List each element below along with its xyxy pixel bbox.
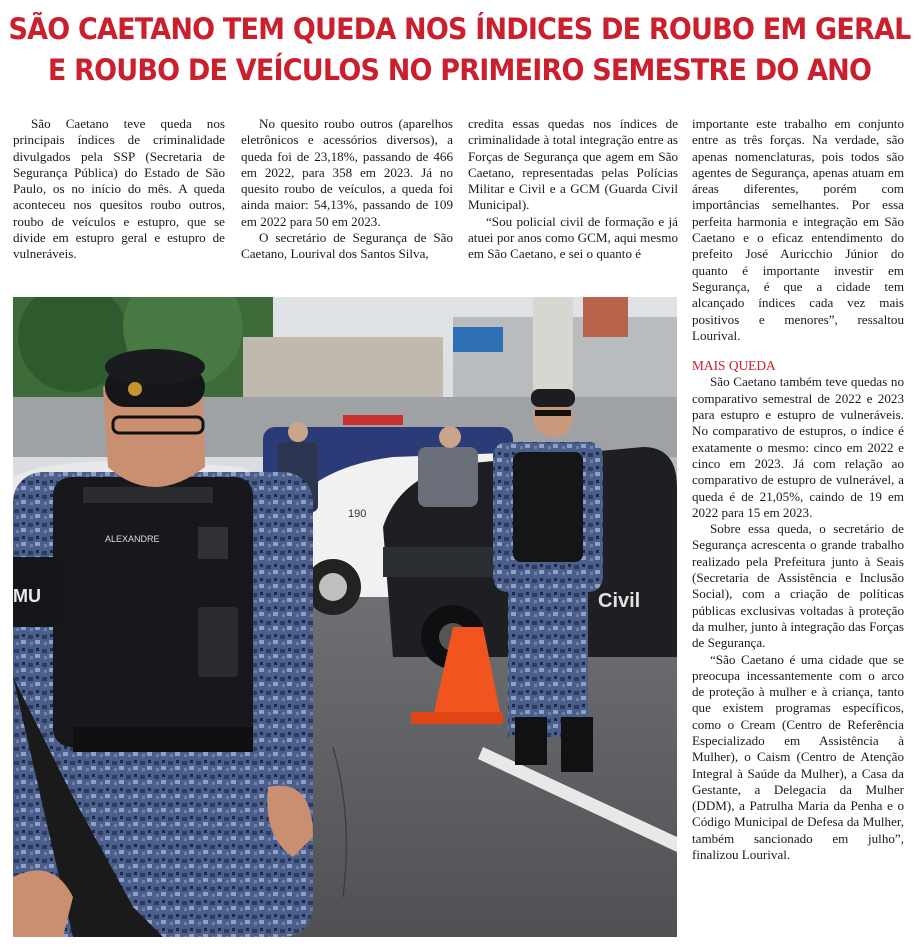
paragraph: No quesito roubo outros (aparelhos eletrônicos e acessórios diversos), a queda foi de 23,18%, passando de 466 em 2022, para 358 em 2023. Já no quesito roubo de veículos, a queda foi ainda maior: 54,13%, passando de 109 em 2022 para 50 em 2023. bbox=[241, 116, 453, 229]
paragraph: São Caetano também teve quedas no comparativo semestral de 2022 e 2023 para estupro e estupro de vulneráveis. No comparativo de estupros, o índice é exatamente o mesmo: cinco em 2022 e cinco em 2023. Já com relação ao comparativo de estupro de vulnerável, a queda é de 21,05%, caindo de 19 em 2022 para 15 em 2023. bbox=[692, 374, 904, 520]
headline-line-1: SÃO CAETANO TEM QUEDA NOS ÍNDICES DE ROUBO EM GERAL bbox=[8, 13, 911, 47]
paragraph: credita essas quedas nos índices de criminalidade à total integração entre as Forças de Segurança que agem em São Caetano, representadas pelas Polícias Militar e Civil e a GCM (Guarda Civil Municipal). bbox=[468, 116, 678, 213]
news-photo bbox=[13, 297, 677, 937]
water-tank bbox=[453, 327, 503, 352]
paragraph: “Sou policial civil de formação e já atuei por anos como GCM, aqui mesmo em São Caetano, e sei o quanto é bbox=[468, 213, 678, 262]
paragraph: importante este trabalho em conjunto entre as três forças. Na verdade, são apenas nomenclaturas, pois todos são agentes de Segurança, apenas atuam em áreas diferentes, porém com importâncias semelhantes. Por essa perfeita harmonia e integração em São Caetano e o eficaz entendimento do prefeito José Auricchio Júnior do quanto é importante investir em Segurança, é que a cidade tem alcançado índices cada vez mais positivos e menores”, ressaltou Lourival. bbox=[692, 116, 904, 343]
paragraph: “São Caetano é uma cidade que se preocupa incessantemente com o arco de proteção à mulher e à criança, tanto que existem programas específicos, como o Cream (Centro de Referência Especializado em Assistência à Mulher), o Caism (Centro de Atenção Integral à Saúde da Mulher), a Casa da Gestante, a Delegacia da Mulher (DDM), a Patrulha Maria da Penha e o Código Municipal de Defesa da Mulher, também sancionado em julho”, finalizou Lourival. bbox=[692, 651, 904, 863]
badge bbox=[198, 527, 228, 559]
car-door-text: Civil bbox=[598, 590, 641, 612]
section-subheading: MAIS QUEDA bbox=[692, 358, 776, 374]
officer-name-tag: ALEXANDRE bbox=[105, 534, 160, 544]
sleeve-text: MU bbox=[13, 586, 41, 606]
headline-line-2: E ROUBO DE VEÍCULOS NO PRIMEIRO SEMESTRE DO ANO bbox=[47, 54, 872, 88]
standing-officer bbox=[493, 389, 603, 772]
paragraph: Sobre essa queda, o secretário de Segurança acrescenta o grande trabalho realizado pela Prefeitura junto à Seais (Secretaria de Assistência e Inclusão Social), com a criação de políticas públicas exclusivas voltadas à proteção da mulher, junto à integração das Forças de Segurança. bbox=[692, 521, 904, 651]
car-plate-number: 190 bbox=[348, 508, 367, 520]
headline bbox=[0, 10, 919, 92]
article-column-3 bbox=[468, 116, 678, 263]
paragraph: O secretário de Segurança de São Caetano, Lourival dos Santos Silva, bbox=[241, 230, 453, 262]
article-column-4 bbox=[692, 116, 904, 863]
paragraph: São Caetano teve queda nos principais índices de criminalidade divulgados pela SSP (Secretaria de Segurança Pública) do Estado de São Paulo, os no início do mês. A queda aconteceu nos quesitos roubo outros, roubo de veículos e estupro, que se divide em estupro geral e estupro de vulneráveis. bbox=[13, 116, 225, 262]
article-column-1 bbox=[13, 116, 225, 263]
article-column-2 bbox=[241, 116, 453, 263]
